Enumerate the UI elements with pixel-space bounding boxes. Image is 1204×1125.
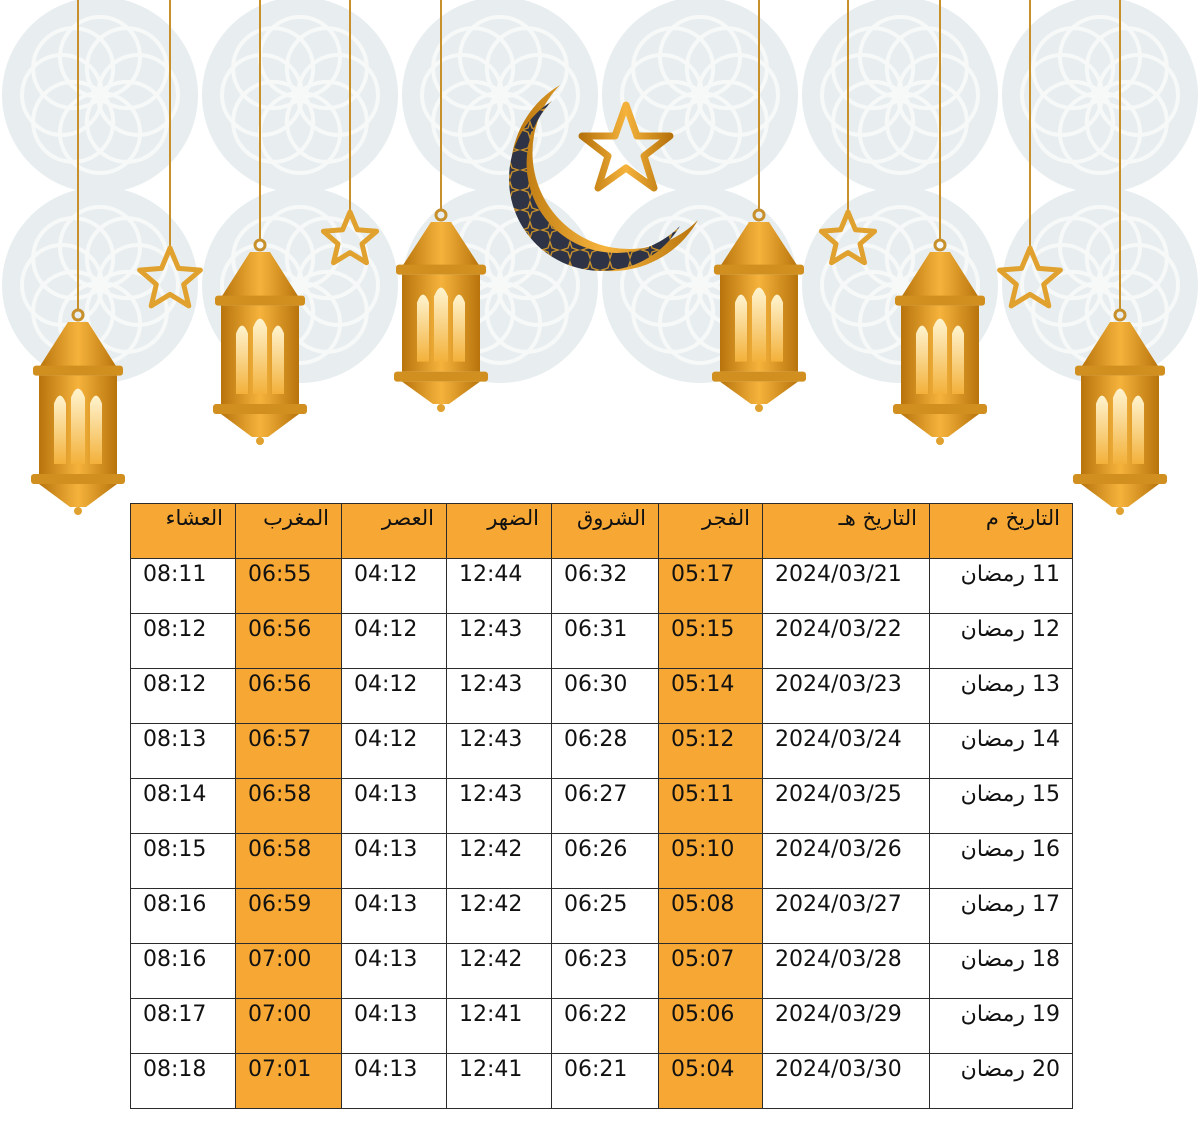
- cell-hijri: 14 رمضان: [930, 724, 1073, 779]
- cell-isha: 08:18: [131, 1054, 236, 1109]
- cell-asr: 04:13: [342, 834, 447, 889]
- cell-sunrise: 06:21: [552, 1054, 659, 1109]
- cell-maghrib: 06:58: [236, 834, 342, 889]
- cell-asr: 04:12: [342, 669, 447, 724]
- cell-hijri: 19 رمضان: [930, 999, 1073, 1054]
- cell-fajr: 05:07: [659, 944, 763, 999]
- cell-fajr: 05:12: [659, 724, 763, 779]
- cell-asr: 04:12: [342, 614, 447, 669]
- cell-gregorian: 2024/03/26: [763, 834, 930, 889]
- cell-maghrib: 07:00: [236, 944, 342, 999]
- cell-dhuhr: 12:41: [447, 1054, 552, 1109]
- cell-gregorian: 2024/03/28: [763, 944, 930, 999]
- cell-gregorian: 2024/03/23: [763, 669, 930, 724]
- table-row: [131, 999, 1073, 1054]
- table-row: [131, 944, 1073, 999]
- medallion-ornament: [402, 0, 598, 193]
- cell-asr: 04:13: [342, 944, 447, 999]
- cell-dhuhr: 12:43: [447, 779, 552, 834]
- header-maghrib: المغرب: [236, 504, 342, 559]
- cell-fajr: 05:15: [659, 614, 763, 669]
- table-row: [131, 724, 1073, 779]
- table-row: [131, 779, 1073, 834]
- cell-hijri: 17 رمضان: [930, 889, 1073, 944]
- cell-gregorian: 2024/03/30: [763, 1054, 930, 1109]
- medallion-ornament: [1002, 0, 1198, 193]
- medallion-ornament: [2, 0, 198, 193]
- cell-sunrise: 06:32: [552, 559, 659, 614]
- cell-sunrise: 06:25: [552, 889, 659, 944]
- cell-sunrise: 06:26: [552, 834, 659, 889]
- cell-asr: 04:13: [342, 1054, 447, 1109]
- cell-dhuhr: 12:41: [447, 999, 552, 1054]
- table-row: [131, 559, 1073, 614]
- header-isha: العشاء: [131, 504, 236, 559]
- cell-gregorian: 2024/03/27: [763, 889, 930, 944]
- cell-fajr: 05:08: [659, 889, 763, 944]
- header-asr: العصر: [342, 504, 447, 559]
- header-sunrise: الشروق: [552, 504, 659, 559]
- cell-maghrib: 06:58: [236, 779, 342, 834]
- cell-gregorian: 2024/03/29: [763, 999, 930, 1054]
- header-dhuhr: الضهر: [447, 504, 552, 559]
- cell-dhuhr: 12:42: [447, 889, 552, 944]
- cell-maghrib: 06:56: [236, 669, 342, 724]
- cell-dhuhr: 12:43: [447, 614, 552, 669]
- cell-asr: 04:13: [342, 999, 447, 1054]
- cell-dhuhr: 12:42: [447, 944, 552, 999]
- table-row: [131, 669, 1073, 724]
- cell-fajr: 05:17: [659, 559, 763, 614]
- cell-fajr: 05:14: [659, 669, 763, 724]
- cell-fajr: 05:06: [659, 999, 763, 1054]
- cell-maghrib: 06:59: [236, 889, 342, 944]
- table-row: [131, 1054, 1073, 1109]
- cell-isha: 08:12: [131, 614, 236, 669]
- cell-gregorian: 2024/03/21: [763, 559, 930, 614]
- header-gregorian: التاريخ هـ: [763, 504, 930, 559]
- table-header-row: [131, 504, 1073, 559]
- background-medallions: [2, 0, 1198, 383]
- cell-hijri: 15 رمضان: [930, 779, 1073, 834]
- cell-sunrise: 06:31: [552, 614, 659, 669]
- ramadan-banner: [0, 0, 1204, 520]
- medallion-ornament: [802, 0, 998, 193]
- cell-sunrise: 06:30: [552, 669, 659, 724]
- cell-hijri: 20 رمضان: [930, 1054, 1073, 1109]
- cell-gregorian: 2024/03/24: [763, 724, 930, 779]
- medallion-ornament: [202, 0, 398, 193]
- table-row: [131, 614, 1073, 669]
- cell-isha: 08:14: [131, 779, 236, 834]
- cell-dhuhr: 12:44: [447, 559, 552, 614]
- cell-maghrib: 07:01: [236, 1054, 342, 1109]
- cell-isha: 08:12: [131, 669, 236, 724]
- header-hijri: التاريخ م: [930, 504, 1073, 559]
- cell-hijri: 18 رمضان: [930, 944, 1073, 999]
- header-fajr: الفجر: [659, 504, 763, 559]
- cell-fajr: 05:11: [659, 779, 763, 834]
- cell-dhuhr: 12:43: [447, 669, 552, 724]
- cell-sunrise: 06:27: [552, 779, 659, 834]
- cell-dhuhr: 12:43: [447, 724, 552, 779]
- cell-isha: 08:16: [131, 889, 236, 944]
- cell-maghrib: 06:57: [236, 724, 342, 779]
- cell-maghrib: 06:55: [236, 559, 342, 614]
- medallion-ornament: [602, 0, 798, 193]
- cell-sunrise: 06:28: [552, 724, 659, 779]
- cell-gregorian: 2024/03/22: [763, 614, 930, 669]
- cell-maghrib: 07:00: [236, 999, 342, 1054]
- cell-hijri: 12 رمضان: [930, 614, 1073, 669]
- cell-isha: 08:11: [131, 559, 236, 614]
- cell-isha: 08:13: [131, 724, 236, 779]
- cell-asr: 04:13: [342, 779, 447, 834]
- cell-asr: 04:13: [342, 889, 447, 944]
- cell-hijri: 13 رمضان: [930, 669, 1073, 724]
- cell-asr: 04:12: [342, 559, 447, 614]
- table-row: [131, 889, 1073, 944]
- cell-isha: 08:17: [131, 999, 236, 1054]
- prayer-times-table: [130, 503, 1073, 1109]
- cell-isha: 08:16: [131, 944, 236, 999]
- cell-hijri: 16 رمضان: [930, 834, 1073, 889]
- cell-asr: 04:12: [342, 724, 447, 779]
- cell-dhuhr: 12:42: [447, 834, 552, 889]
- cell-sunrise: 06:23: [552, 944, 659, 999]
- cell-sunrise: 06:22: [552, 999, 659, 1054]
- cell-maghrib: 06:56: [236, 614, 342, 669]
- cell-fajr: 05:04: [659, 1054, 763, 1109]
- cell-hijri: 11 رمضان: [930, 559, 1073, 614]
- table-row: [131, 834, 1073, 889]
- cell-isha: 08:15: [131, 834, 236, 889]
- cell-gregorian: 2024/03/25: [763, 779, 930, 834]
- cell-fajr: 05:10: [659, 834, 763, 889]
